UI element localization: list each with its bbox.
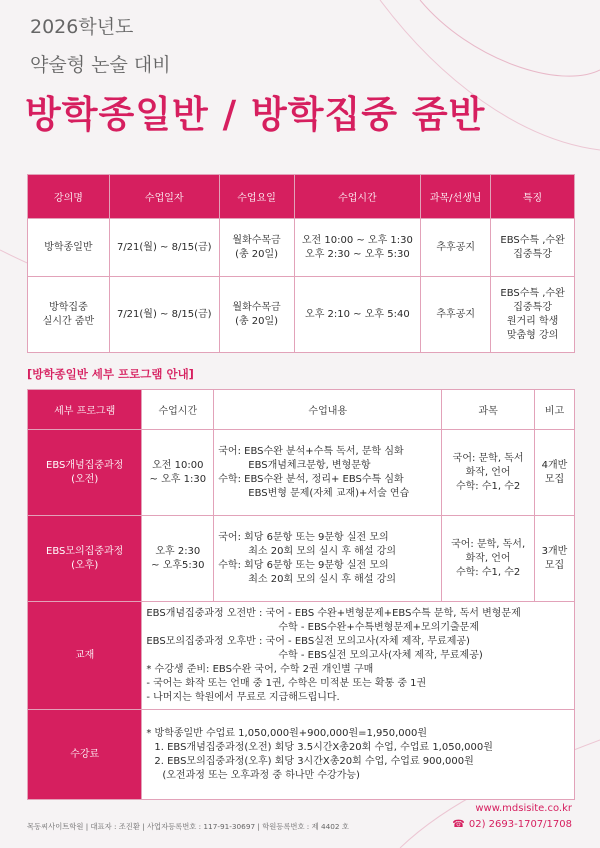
table-row [28,219,575,277]
header-cell: 수업내용 [214,390,442,430]
course-teacher: 추후공지 [421,277,491,353]
course-times: 오전 10:00 ~ 오후 1:30 오후 2:30 ~ 오후 5:30 [294,219,421,277]
program-note: 4개반 모집 [535,430,575,516]
program-table [27,389,575,800]
materials-label: 교재 [28,602,142,710]
course-features: EBS수특 ,수완 집중특강 원거리 학생 맞춤형 강의 [491,277,575,353]
header-cell: 과목 [442,390,535,430]
header-cell: 수업일자 [109,175,219,219]
course-days: 월화수목금 (총 20일) [219,277,294,353]
table-row [28,277,575,353]
course-name: 방학집중 실시간 줌반 [28,277,110,353]
program-note: 3개반 모집 [535,516,575,602]
course-days: 월화수목금 (총 20일) [219,219,294,277]
website-link[interactable]: www.mdsisite.co.kr [475,803,572,814]
course-times: 오후 2:10 ~ 오후 5:40 [294,277,421,353]
program-header-row [28,390,575,430]
program-content: 국어: 회당 6문항 또는 9문항 실전 모의 최소 20회 모의 실시 후 해설 강의 수학: 회당 6문항 또는 9문항 실전 모의 최소 20회 모의 실시 후 해설 강의 [214,516,442,602]
table-row [28,516,575,602]
schedule-header-row [28,175,575,219]
program-name: EBS개념집중과정 (오전) [28,430,142,516]
fee-row [28,710,575,800]
section-title: [방학종일반 세부 프로그램 안내] [27,367,194,381]
subtitle: 약술형 논술 대비 [30,54,171,76]
course-features: EBS수특 ,수완 집중특강 [491,219,575,277]
footer-info: 목동씨사이트학원 | 대표자 : 조진환 | 사업자등록번호 : 117-91-30697 | 학원등록번호 : 제 4402 호 [27,822,349,831]
header-cell: 수업시간 [142,390,214,430]
materials-row [28,602,575,710]
phone-icon: ☎ [452,819,465,830]
program-content: 국어: EBS수완 분석+수특 독서, 문학 심화 EBS개념체크문항, 변형문항 수학: EBS수완 분석, 정리+ EBS수특 심화 EBS변형 문제(자체 교재)+서술 연습 [214,430,442,516]
header-cell: 세부 프로그램 [28,390,142,430]
program-subjects: 국어: 문학, 독서 화작, 언어 수학: 수1, 수2 [442,430,535,516]
header-cell: 비고 [535,390,575,430]
program-time: 오전 10:00 ~ 오후 1:30 [142,430,214,516]
course-dates: 7/21(월) ~ 8/15(금) [109,219,219,277]
header-cell: 과목/선생님 [421,175,491,219]
fee-label: 수강료 [28,710,142,800]
page-title: 방학종일반 / 방학집중 줌반 [25,93,486,136]
phone-number: ☎ 02) 2693-1707/1708 [452,819,572,830]
program-name: EBS모의집중과정 (오후) [28,516,142,602]
header-cell: 수업요일 [219,175,294,219]
course-teacher: 추후공지 [421,219,491,277]
header-cell: 특징 [491,175,575,219]
materials-content: EBS개념집중과정 오전반 : 국어 - EBS 수완+변형문제+EBS수특 문학, 독서 변형문제 수학 - EBS수완+수특변형문제+모의기출문제 EBS모의집중과정 오후반 : 국어 - EBS실전 모의고사(자체 제작, 무료제공) 수학 - EBS실전 모의고사(자체 제작, 무료제공) * 수강생 준비: EBS수완 국어, 수학 2권 개인별 구매 - 국어는 화작 또는 언매 중 1권, 수학은 미적분 또는 확통 중 1권 - 나머지는 학원에서 무료로 지급해드립니다. [142,602,575,710]
course-dates: 7/21(월) ~ 8/15(금) [109,277,219,353]
table-row [28,430,575,516]
header-cell: 수업시간 [294,175,421,219]
program-time: 오후 2:30 ~ 오후5:30 [142,516,214,602]
fee-content: * 방학종일반 수업료 1,050,000원+900,000원=1,950,000원 1. EBS개념집중과정(오전) 회당 3.5시간X총20회 수업, 수업료 1,050,000원 2. EBS모의집중과정(오후) 회당 3시간X총20회 수업, 수업료 900,000원 (오전과정 또는 오후과정 중 하나만 수강가능) [142,710,575,800]
program-subjects: 국어: 문학, 독서, 화작, 언어 수학: 수1, 수2 [442,516,535,602]
schedule-table [27,174,575,353]
year-label: 2026학년도 [30,16,134,38]
header-cell: 강의명 [28,175,110,219]
course-name: 방학종일반 [28,219,110,277]
